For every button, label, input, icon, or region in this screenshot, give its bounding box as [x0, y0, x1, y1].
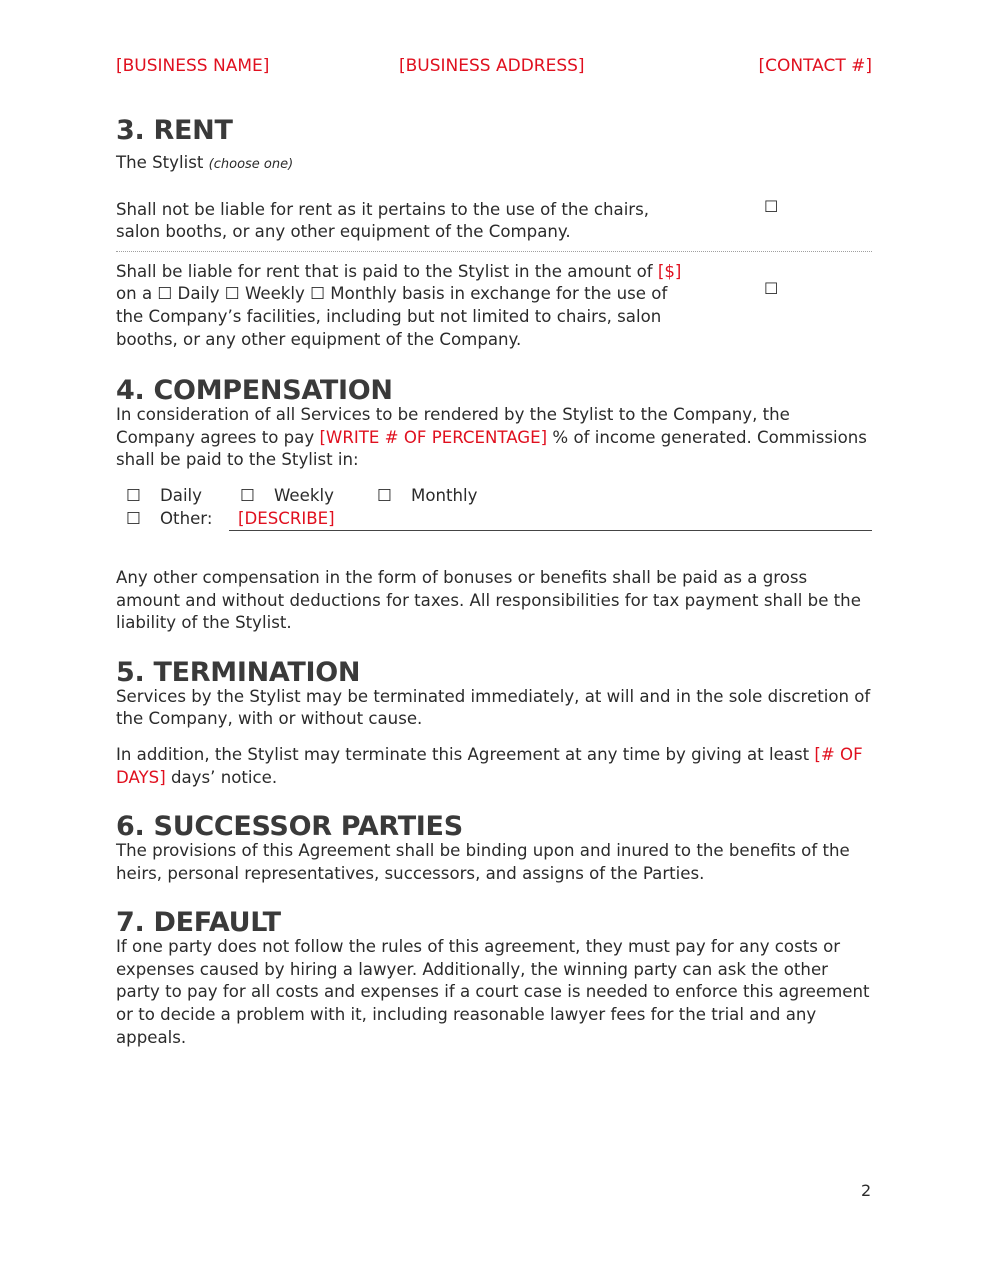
- rent-option-liable: [116, 261, 872, 351]
- rent-heading: 3. RENT: [116, 115, 233, 146]
- payment-frequency-other: [116, 509, 872, 532]
- other-checkbox[interactable]: ☐: [126, 508, 141, 528]
- percentage-placeholder: [WRITE # OF PERCENTAGE]: [319, 427, 548, 447]
- rent-intro: [116, 152, 872, 177]
- termination-section: [116, 656, 872, 789]
- successor-heading: 6. SUCCESSOR PARTIES: [116, 811, 463, 843]
- page-header: [116, 56, 872, 80]
- business-address-placeholder: [BUSINESS ADDRESS]: [399, 56, 585, 76]
- other-describe-placeholder[interactable]: [DESCRIBE]: [238, 508, 335, 528]
- days-placeholder: [# OF DAYS]: [116, 744, 863, 787]
- successor-section: [116, 810, 872, 885]
- rent-option-liable-text: [116, 261, 686, 351]
- compensation-para2: Any other compensation in the form of bonuses or benefits shall be paid as a gross amount and without deductions for taxes. All responsibilities for tax payment shall be the liability of the Stylist.: [116, 567, 861, 633]
- successor-para: The provisions of this Agreement shall be binding upon and inured to the benefits of the heirs, personal representatives, successors, and assigns of the Parties.: [116, 841, 850, 883]
- rent-option-liable-text-b: on a ☐ Daily ☐ Weekly ☐ Monthly basis in exchange for the use of the Company’s facilities, including but not limited to chairs, salon booths, or any other equipment of the Company.: [116, 284, 668, 349]
- daily-checkbox[interactable]: ☐: [126, 485, 141, 505]
- default-section: [116, 906, 872, 1049]
- termination-para2: [116, 744, 872, 789]
- rent-intro-note: (choose one): [208, 157, 294, 172]
- page-number: 2: [861, 1181, 872, 1200]
- rent-section: [116, 114, 872, 351]
- document-body: [116, 114, 872, 1049]
- compensation-heading: 4. COMPENSATION: [116, 375, 393, 407]
- daily-label: Daily: [160, 485, 202, 505]
- termination-heading: 5. TERMINATION: [116, 656, 361, 688]
- compensation-section: [116, 374, 872, 635]
- other-label: Other:: [160, 508, 213, 528]
- rent-amount-placeholder: [$]: [657, 261, 682, 281]
- rent-option-no-rent-checkbox[interactable]: ☐: [764, 196, 779, 216]
- termination-para1: Services by the Stylist may be terminated immediately, at will and in the sole discretion of the Company, with or without cause.: [116, 686, 871, 729]
- termination-para2-a: In addition, the Stylist may terminate this Agreement at any time by giving at least: [116, 744, 810, 764]
- default-heading: 7. DEFAULT: [116, 907, 281, 939]
- weekly-label: Weekly: [274, 485, 334, 505]
- default-para: If one party does not follow the rules of this agreement, they must pay for any costs or expenses caused by hiring a lawyer. Additionally, the winning party can ask the other party to pay for all costs and expenses if a court case is needed to enforce this agreement or to decide a problem with it, including reasonable lawyer fees for the trial and any appeals.: [116, 937, 870, 1047]
- weekly-checkbox[interactable]: ☐: [240, 485, 255, 505]
- rent-option-no-rent: [116, 196, 872, 252]
- monthly-label: Monthly: [411, 485, 478, 505]
- compensation-para1-a: In consideration of all Services to be rendered by the Stylist to the Company, the Company agrees to pay: [116, 405, 790, 447]
- rent-intro-text: The Stylist: [116, 153, 204, 172]
- rent-option-liable-text-a: Shall be liable for rent that is paid to the Stylist in the amount of: [116, 261, 653, 281]
- payment-frequency-options: [116, 486, 872, 509]
- contact-placeholder: [CONTACT #]: [758, 56, 872, 76]
- business-name-placeholder: [BUSINESS NAME]: [116, 56, 270, 76]
- monthly-checkbox[interactable]: ☐: [377, 485, 392, 505]
- compensation-para1-b: % of income generated. Commissions shall be paid to the Stylist in:: [116, 427, 867, 470]
- other-describe-line: [229, 530, 872, 531]
- termination-para2-b: days’ notice.: [170, 767, 278, 787]
- compensation-para1: [116, 404, 872, 472]
- rent-option-liable-checkbox[interactable]: ☐: [764, 278, 779, 298]
- rent-option-no-rent-text: Shall not be liable for rent as it pertains to the use of the chairs, salon booths, or any other equipment of the Company.: [116, 199, 650, 242]
